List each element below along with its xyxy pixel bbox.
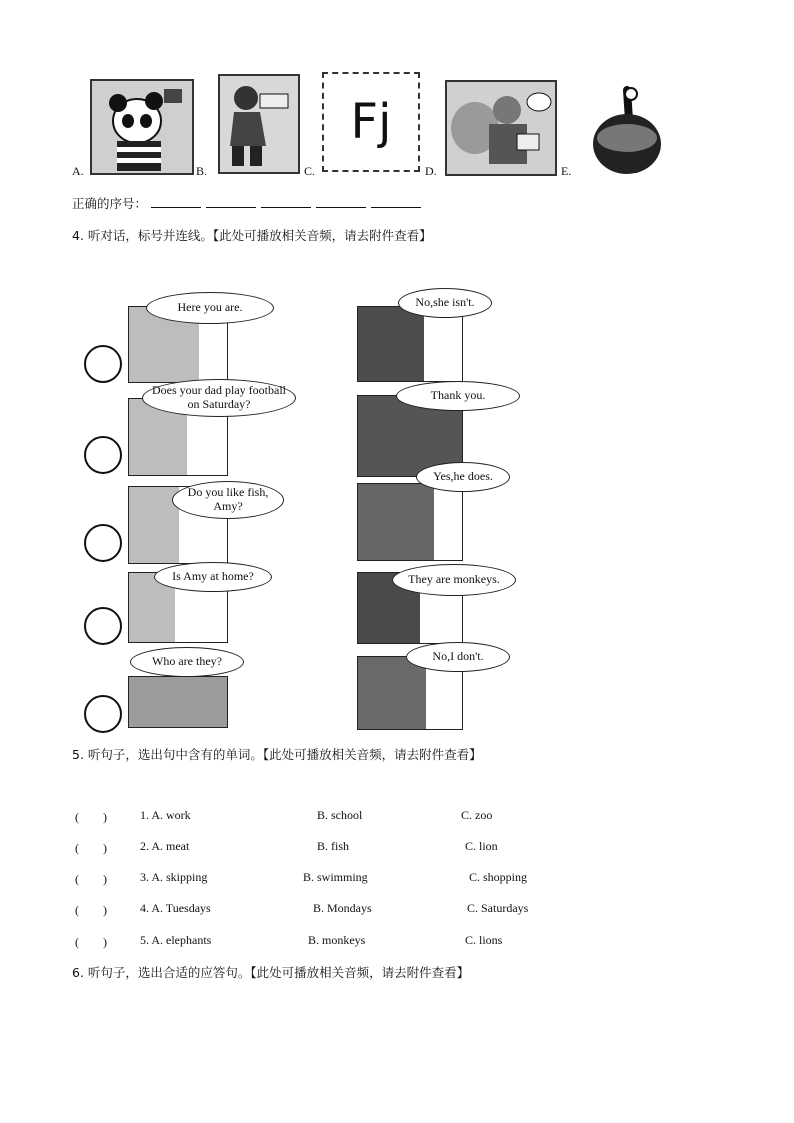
answer-label: 正确的序号：: [72, 196, 148, 211]
number-circle-2[interactable]: [84, 436, 122, 474]
left-bubble-3: Do you like fish, Amy?: [172, 481, 284, 519]
q5-instruction: 5. 听句子，选出句中含有的单词。【此处可播放相关音频，请去附件查看】: [72, 747, 482, 762]
left-bubble-4: Is Amy at home?: [154, 562, 272, 592]
option-a: 5. A. elephants: [140, 933, 212, 947]
option-label-e: E.: [561, 164, 572, 178]
right-picture-3: [357, 483, 463, 561]
right-bubble-2: Thank you.: [396, 381, 520, 411]
option-b: B. Mondays: [313, 901, 372, 915]
answer-paren[interactable]: ( ): [75, 841, 107, 855]
right-bubble-1: No,she isn't.: [398, 288, 492, 318]
option-a: 4. A. Tuesdays: [140, 901, 211, 915]
reading-boy-picture-icon: [445, 80, 557, 176]
option-label-b: B.: [196, 164, 208, 178]
option-c: C. shopping: [469, 870, 528, 884]
option-a: 1. A. work: [140, 808, 191, 822]
left-bubble-5: Who are they?: [130, 647, 244, 677]
option-c: C. zoo: [461, 808, 493, 822]
option-b: B. fish: [317, 839, 350, 853]
answer-blank-3[interactable]: [261, 197, 311, 208]
option-b: B. monkeys: [308, 933, 366, 947]
right-bubble-3: Yes,he does.: [416, 462, 510, 492]
answer-paren[interactable]: ( ): [75, 935, 107, 949]
ping-pong-paddle-picture-icon: [577, 80, 677, 176]
right-bubble-4: They are monkeys.: [392, 564, 516, 596]
answer-blank-2[interactable]: [206, 197, 256, 208]
cooking-boy-picture-icon: [218, 74, 300, 174]
option-label-a: A.: [72, 164, 84, 178]
option-c: C. lion: [465, 839, 498, 853]
answer-blank-4[interactable]: [316, 197, 366, 208]
option-label-d: D.: [425, 164, 437, 178]
left-bubble-2: Does your dad play football on Saturday?: [142, 379, 296, 417]
fj-letters: Fj: [350, 94, 392, 150]
number-circle-4[interactable]: [84, 607, 122, 645]
letters-fj-picture-icon: [322, 72, 420, 172]
q6-instruction: 6. 听句子，选出合适的应答句。【此处可播放相关音频，请去附件查看】: [72, 965, 470, 980]
option-label-c: C.: [304, 164, 316, 178]
number-circle-5[interactable]: [84, 695, 122, 733]
right-bubble-5: No,I don't.: [406, 642, 510, 672]
number-circle-1[interactable]: [84, 345, 122, 383]
option-b: B. swimming: [303, 870, 368, 884]
panda-picture-icon: [90, 79, 194, 175]
option-c: C. lions: [465, 933, 503, 947]
option-a: 2. A. meat: [140, 839, 190, 853]
number-circle-3[interactable]: [84, 524, 122, 562]
answer-paren[interactable]: ( ): [75, 872, 107, 886]
left-picture-5: [128, 676, 228, 728]
option-b: B. school: [317, 808, 363, 822]
option-a: 3. A. skipping: [140, 870, 208, 884]
answer-paren[interactable]: ( ): [75, 810, 107, 824]
answer-blank-5[interactable]: [371, 197, 421, 208]
q3-answer-line: [72, 194, 426, 212]
answer-blank-1[interactable]: [151, 197, 201, 208]
answer-paren[interactable]: ( ): [75, 903, 107, 917]
q4-instruction: 4. 听对话，标号并连线。【此处可播放相关音频，请去附件查看】: [72, 228, 432, 243]
left-bubble-1: Here you are.: [146, 292, 274, 324]
option-c: C. Saturdays: [467, 901, 529, 915]
